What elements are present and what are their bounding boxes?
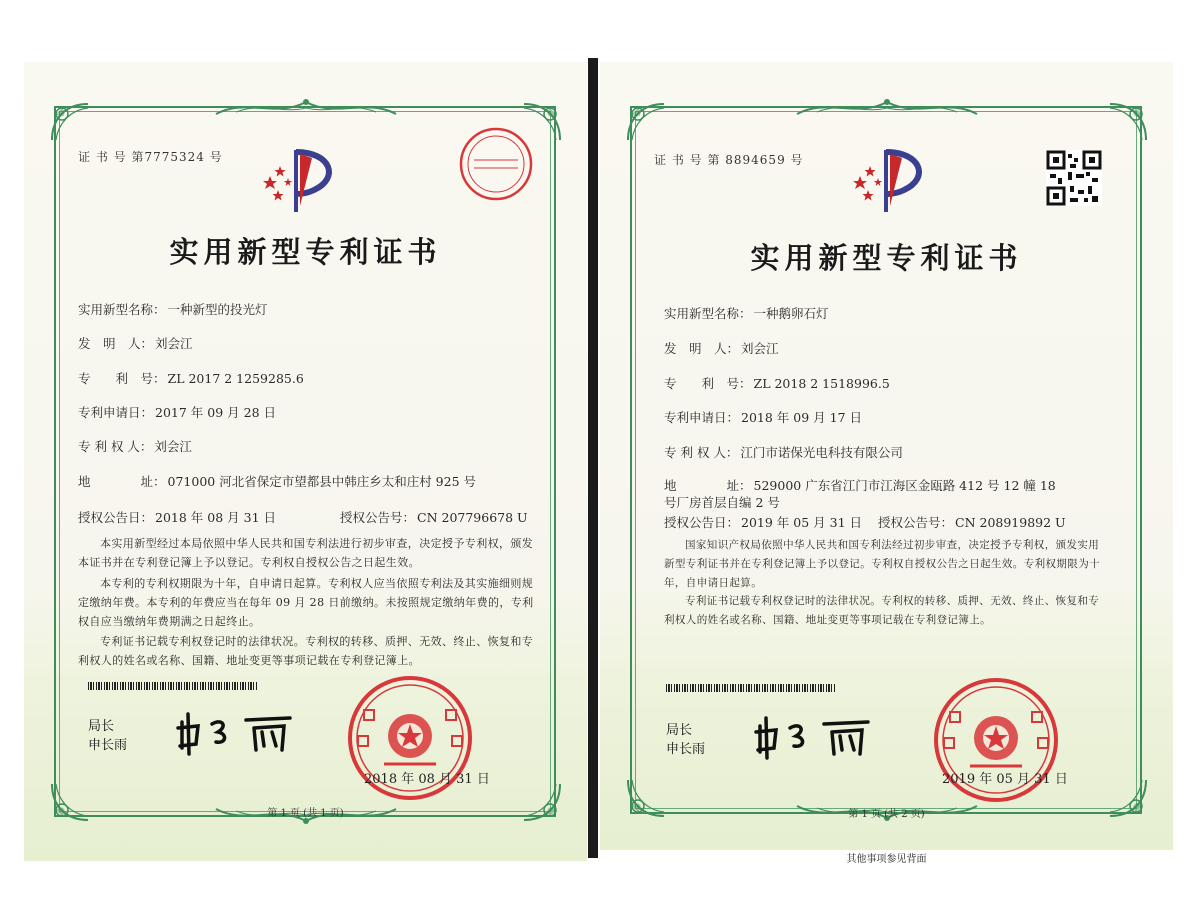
field-label: 授权公告日： <box>78 510 154 525</box>
field-value: 2018 年 08 月 31 日 <box>155 510 277 525</box>
field-value: ZL 2018 2 1518996.5 <box>753 376 890 391</box>
signer-name: 申长雨 <box>88 738 128 753</box>
field-value: 江门市诺保光电科技有限公司 <box>740 445 903 460</box>
field-value: 071000 河北省保定市望都县中韩庄乡太和庄村 925 号 <box>167 474 477 489</box>
page-number: 第 1 页 (共 1 页) <box>267 808 344 819</box>
grant-date-field <box>664 513 862 531</box>
certificate-paragraph: 专利证书记载专利权登记时的法律状况。专利权的转移、质押、无效、终止、恢复和专利权人的姓名或名称、国籍、地址变更等事项记载在专利登记簿上。 <box>664 595 1100 626</box>
certificate-title: 实用新型专利证书 <box>750 241 1023 275</box>
footnote: 其他事项参见背面 <box>846 854 927 865</box>
application-date-field <box>78 403 276 421</box>
grant-number-field <box>340 508 528 526</box>
patent-number-field <box>664 374 890 392</box>
field-value: 刘会江 <box>155 336 193 351</box>
page-divider <box>588 58 598 858</box>
certificate-number: 证 书 号 第 8894659 号 <box>654 153 804 167</box>
utility-model-name-field <box>664 304 829 322</box>
field-label: 地 址： <box>78 474 166 489</box>
field-label: 授权公告号： <box>878 515 954 530</box>
field-value: 一种鹅卵石灯 <box>753 306 829 321</box>
field-value: 2019 年 05 月 31 日 <box>741 515 863 530</box>
field-label: 专 利 号： <box>78 371 166 386</box>
grant-date-field <box>78 508 276 526</box>
field-value: 刘会江 <box>741 341 779 356</box>
signature-icon <box>172 704 312 759</box>
barcode-icon <box>666 684 836 692</box>
address-field <box>664 477 1064 511</box>
field-value: CN 207796678 U <box>417 510 528 525</box>
signer-block <box>666 721 705 759</box>
field-label: 专利申请日： <box>78 405 154 420</box>
signer-block <box>88 717 127 755</box>
certificate-number: 证 书 号 第7775324 号 <box>78 150 223 164</box>
signature-icon <box>750 708 890 763</box>
patent-number-field <box>78 369 304 387</box>
field-label: 授权公告日： <box>664 515 740 530</box>
patent-certificate-right <box>600 62 1173 850</box>
corner-ornament-icon <box>1104 100 1150 146</box>
field-value: 529000 广东省江门市江海区金瓯路 412 号 12 幢 18 号厂房首层自编 2 号 <box>664 478 1056 510</box>
corner-ornament-icon <box>48 100 94 146</box>
cnipa-logo-icon <box>846 146 946 216</box>
certificate-paragraph: 本实用新型经过本局依照中华人民共和国专利法进行初步审查，决定授予专利权，颁发本证书并在专利登记簿上予以登记。专利权自授权公告之日起生效。 <box>78 537 534 569</box>
cnipa-logo-icon <box>256 146 356 216</box>
seal-date: 2019 年 05 月 31 日 <box>942 772 1068 787</box>
field-value: ZL 2017 2 1259285.6 <box>167 371 304 386</box>
certificate-paragraph: 国家知识产权局依照中华人民共和国专利法经过初步审查，决定授予专利权，颁发实用新型专利证书并在专利登记簿上予以登记。专利权自授权公告之日起生效。专利权期限为十年，自申请日起算。 <box>664 539 1100 589</box>
certificate-paragraph: 专利证书记载专利权登记时的法律状况。专利权的转移、质押、无效、终止、恢复和专利权人的姓名或名称、国籍、地址变更等事项记载在专利登记簿上。 <box>78 635 534 667</box>
grant-number-field <box>878 513 1066 531</box>
field-label: 发 明 人： <box>78 336 154 351</box>
inventor-field <box>664 339 779 357</box>
patentee-field <box>664 443 903 461</box>
signer-title: 局长 <box>666 723 693 738</box>
field-label: 授权公告号： <box>340 510 416 525</box>
field-label: 专 利 号： <box>664 376 752 391</box>
field-value: 2018 年 09 月 17 日 <box>741 410 863 425</box>
top-ornament-icon <box>206 94 406 120</box>
field-label: 实用新型名称： <box>664 306 752 321</box>
qr-code-icon <box>1046 150 1102 206</box>
top-ornament-icon <box>787 94 987 120</box>
inventor-field <box>78 334 193 352</box>
field-label: 发 明 人： <box>664 341 740 356</box>
page-number: 第 1 页 (共 2 页) <box>848 809 925 820</box>
certificate-title: 实用新型专利证书 <box>169 235 442 269</box>
field-label: 地 址： <box>664 478 752 493</box>
address-field <box>78 472 476 490</box>
barcode-icon <box>88 682 258 690</box>
application-date-field <box>664 408 862 426</box>
field-label: 专 利 权 人： <box>78 439 153 454</box>
field-value: 刘会江 <box>154 439 192 454</box>
patentee-field <box>78 437 192 455</box>
field-value: 2017 年 09 月 28 日 <box>155 405 277 420</box>
agency-stamp-icon <box>456 124 536 204</box>
field-label: 实用新型名称： <box>78 302 166 317</box>
patent-certificate-left <box>24 62 587 861</box>
certificate-paragraph: 本专利的专利权期限为十年，自申请日起算。专利权人应当依照专利法及其实施细则规定缴纳年费。本专利的年费应当在每年 09 月 28 日前缴纳。未按照规定缴纳年费的，专利权自应当缴纳年费期满之日起终止。 <box>78 577 534 628</box>
field-label: 专 利 权 人： <box>664 445 739 460</box>
utility-model-name-field <box>78 300 268 318</box>
seal-date: 2018 年 08 月 31 日 <box>364 772 490 787</box>
signer-title: 局长 <box>88 719 115 734</box>
field-value: CN 208919892 U <box>955 515 1066 530</box>
signer-name: 申长雨 <box>666 742 706 757</box>
field-label: 专利申请日： <box>664 410 740 425</box>
corner-ornament-icon <box>624 100 670 146</box>
field-value: 一种新型的投光灯 <box>167 302 268 317</box>
